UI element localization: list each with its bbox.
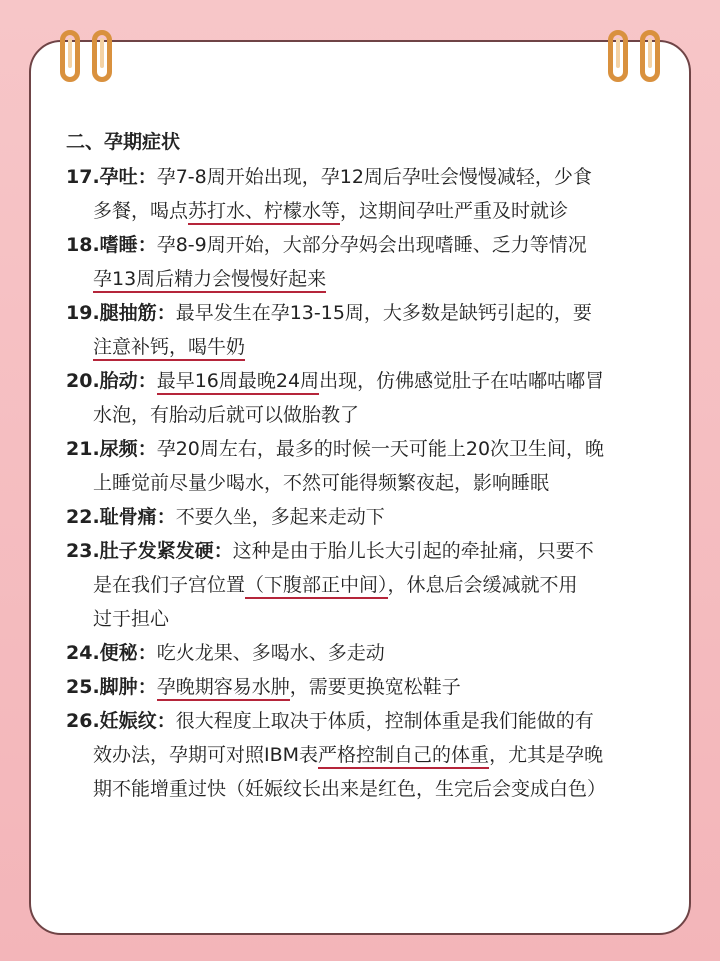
highlight-underline: （下腹部正中间） [245, 574, 388, 599]
item-text: 多餐，喝点 [93, 200, 189, 222]
item-text: 孕8-9周开始，大部分孕妈会出现嗜睡、乏力等情况 [156, 234, 587, 256]
item-text: ，休息后会缓减就不用 [387, 574, 578, 596]
item-text: 过于担心 [93, 608, 170, 630]
highlight-underline: 孕13周后精力会慢慢好起来 [93, 268, 326, 293]
item-number: 24. [66, 642, 100, 664]
section-heading: 二、孕期症状 [66, 131, 181, 153]
symptom-item-18: 18.嗜睡：孕8-9周开始，大部分孕妈会出现嗜睡、乏力等情况 孕13周后精力会慢慢好起来 [66, 228, 686, 296]
item-number: 25. [66, 676, 100, 698]
symptom-item-21: 21.尿频：孕20周左右，最多的时候一天可能上20次卫生间，晚 上睡觉前尽量少喝水，不然可能得频繁夜起，影响睡眠 [66, 438, 605, 494]
item-text: 很大程度上取决于体质，控制体重是我们能做的有 [175, 710, 594, 732]
symptom-term: 嗜睡 [99, 234, 138, 256]
symptom-term: 肚子发紧发硬 [99, 540, 214, 562]
binder-ring-icon [608, 30, 628, 82]
symptom-item-19: 19.腿抽筋：最早发生在孕13-15周，大多数是缺钙引起的，要 注意补钙，喝牛奶 [66, 296, 686, 364]
symptom-item-24: 24.便秘：吃火龙果、多喝水、多走动 [66, 642, 385, 664]
symptom-item-20: 20.胎动：最早16周最晚24周出现，仿佛感觉肚子在咕嘟咕嘟冒 水泡，有胎动后就可以做胎教了 [66, 370, 605, 426]
binder-ring-icon [640, 30, 660, 82]
item-text: 是在我们子宫位置 [93, 574, 246, 596]
highlight-underline: 最早16周最晚24周 [157, 370, 319, 395]
symptom-item-22: 22.耻骨痛：不要久坐，多起来走动下 [66, 506, 385, 528]
symptom-item-25: 25.脚肿：孕晚期容易水肿，需要更换宽松鞋子 [66, 670, 686, 704]
item-text: 孕20周左右，最多的时候一天可能上20次卫生间，晚 [156, 438, 605, 460]
symptom-term: 尿频 [99, 438, 138, 460]
highlight-underline: 注意补钙，喝牛奶 [93, 336, 245, 361]
item-number: 20. [66, 370, 100, 392]
symptom-term: 胎动 [99, 370, 138, 392]
binder-ring-icon [92, 30, 112, 82]
item-text: 水泡，有胎动后就可以做胎教了 [93, 404, 360, 426]
item-text: 上睡觉前尽量少喝水，不然可能得频繁夜起，影响睡眠 [93, 472, 550, 494]
item-number: 23. [66, 540, 100, 562]
item-text: 这种是由于胎儿长大引起的牵扯痛，只要不 [232, 540, 594, 562]
symptom-term: 耻骨痛 [99, 506, 157, 528]
symptom-item-23: 23.肚子发紧发硬：这种是由于胎儿长大引起的牵扯痛，只要不 是在我们子宫位置（下腹部正中间），休息后会缓减就不用 过于担心 [66, 540, 594, 630]
symptom-item-17: 17.孕吐：孕7-8周开始出现，孕12周后孕吐会慢慢减轻，少食 多餐，喝点苏打水、柠檬水等，这期间孕吐严重及时就诊 [66, 160, 686, 228]
item-text: 出现，仿佛感觉肚子在咕嘟咕嘟冒 [319, 370, 605, 392]
symptom-item-26: 26.妊娠纹：很大程度上取决于体质，控制体重是我们能做的有 效办法，孕期可对照IBM表严格控制自己的体重，尤其是孕晚 期不能增重过快（妊娠纹长出来是红色，生完后会变成白色） [66, 710, 607, 800]
symptom-term: 孕吐 [99, 166, 138, 188]
item-number: 21. [66, 438, 100, 460]
symptom-term: 脚肿 [99, 676, 138, 698]
item-number: 17. [66, 166, 100, 188]
item-number: 26. [66, 710, 100, 732]
item-number: 18. [66, 234, 100, 256]
binder-ring-icon [60, 30, 80, 82]
symptom-term: 妊娠纹 [99, 710, 157, 732]
item-text: ，这期间孕吐严重及时就诊 [340, 200, 569, 222]
item-text: 期不能增重过快（妊娠纹长出来是红色，生完后会变成白色） [93, 778, 607, 800]
item-text: 不要久坐，多起来走动下 [175, 506, 385, 528]
item-number: 19. [66, 302, 100, 324]
symptom-term: 便秘 [99, 642, 138, 664]
item-text: ，尤其是孕晚 [489, 744, 604, 766]
item-text: 孕7-8周开始出现，孕12周后孕吐会慢慢减轻，少食 [156, 166, 592, 188]
highlight-underline: 严格控制自己的体重 [318, 744, 489, 769]
item-number: 22. [66, 506, 100, 528]
item-text: 效办法，孕期可对照IBM表 [93, 744, 319, 766]
item-text: 最早发生在孕13-15周，大多数是缺钙引起的，要 [175, 302, 592, 324]
item-text: ，需要更换宽松鞋子 [289, 676, 461, 698]
highlight-underline: 孕晚期容易水肿 [157, 676, 290, 701]
item-text: 吃火龙果、多喝水、多走动 [156, 642, 385, 664]
highlight-underline: 苏打水、柠檬水等 [188, 200, 340, 225]
symptom-term: 腿抽筋 [99, 302, 157, 324]
notes-content [66, 124, 686, 806]
